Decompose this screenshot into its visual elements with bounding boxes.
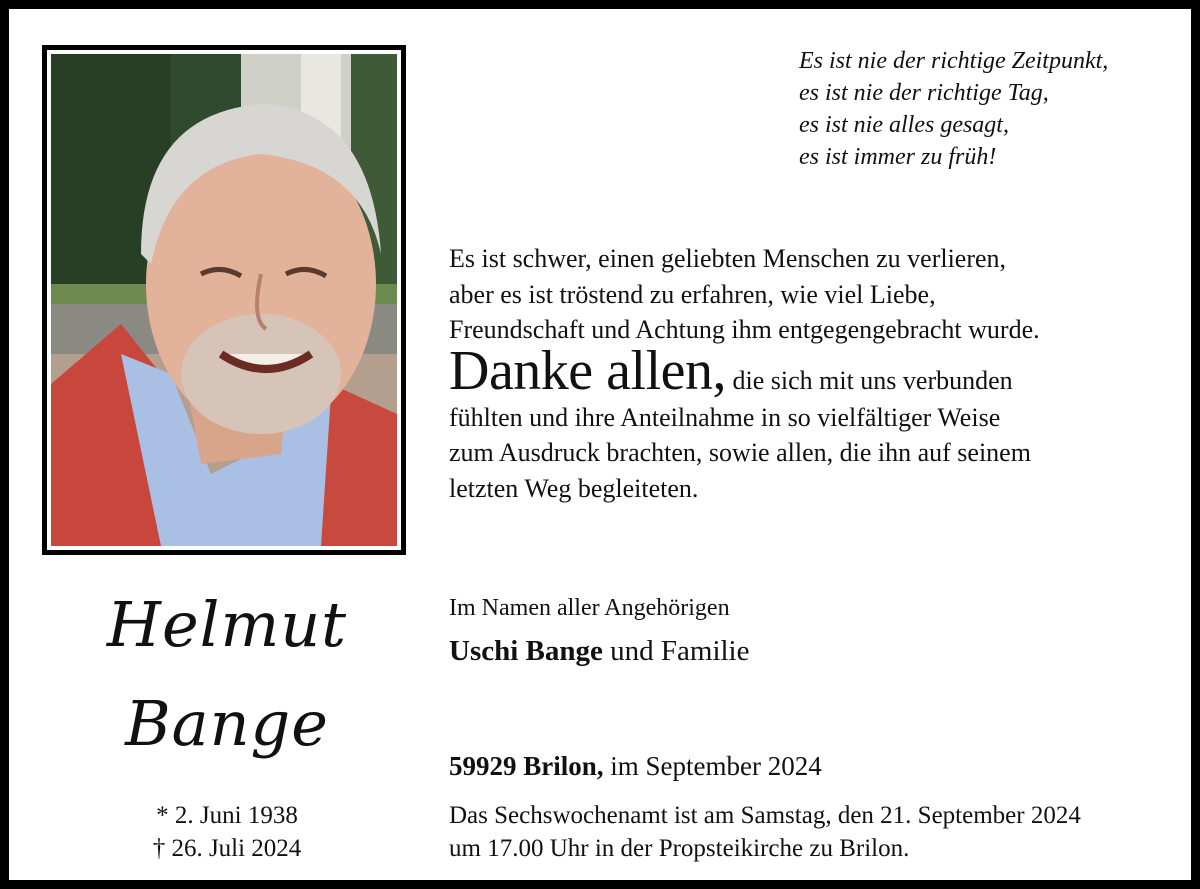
place-date [449,751,822,782]
message-line: Es ist schwer, einen geliebten Menschen zu verlieren, [449,244,1007,273]
service-info [449,799,1081,865]
message-line: Freundschaft und Achtung ihm entgegengebracht wurde. [449,315,1040,344]
life-dates [49,799,405,865]
poem-line: es ist nie alles gesagt, [799,112,1009,138]
thanks-message [449,241,1189,506]
poem-line: Es ist nie der richtige Zeitpunkt, [799,48,1109,74]
poem [799,45,1189,173]
portrait-frame [42,45,406,555]
family-signature [449,635,750,668]
family-names-rest: und Familie [602,635,750,667]
message-line: letzten Weg begleiteten. [449,473,699,503]
portrait-illustration [51,54,397,546]
message-line: zum Ausdruck brachten, sowie allen, die ihn auf seinem [449,438,1031,467]
death-date: † 26. Juli 2024 [152,835,302,862]
place-date-text: im September 2024 [603,751,822,781]
message-line: aber es ist tröstend zu erfahren, wie viel Liebe, [449,279,936,309]
portrait-photo [51,54,397,546]
thanks-continuation: die sich mit uns verbunden [732,365,1013,395]
family-intro: Im Namen aller Angehörigen [449,595,730,621]
thanks-heading: Danke allen, [449,339,726,402]
poem-line: es ist immer zu früh! [799,144,997,170]
service-line: um 17.00 Uhr in der Propsteikirche zu Brilon. [449,835,910,862]
deceased-first-name: Helmut [106,588,348,661]
family-names-bold: Uschi Bange [449,635,603,667]
birth-date: * 2. Juni 1938 [156,802,298,829]
service-line: Das Sechswochenamt ist am Samstag, den 21. September 2024 [449,802,1081,829]
thanks-heading-line [449,339,1189,402]
deceased-last-name: Bange [125,687,329,760]
place-city: 59929 Brilon, [449,751,604,781]
message-line: fühlten und ihre Anteilnahme in so vielfältiger Weise [449,402,1001,432]
poem-line: es ist nie der richtige Tag, [799,80,1049,106]
